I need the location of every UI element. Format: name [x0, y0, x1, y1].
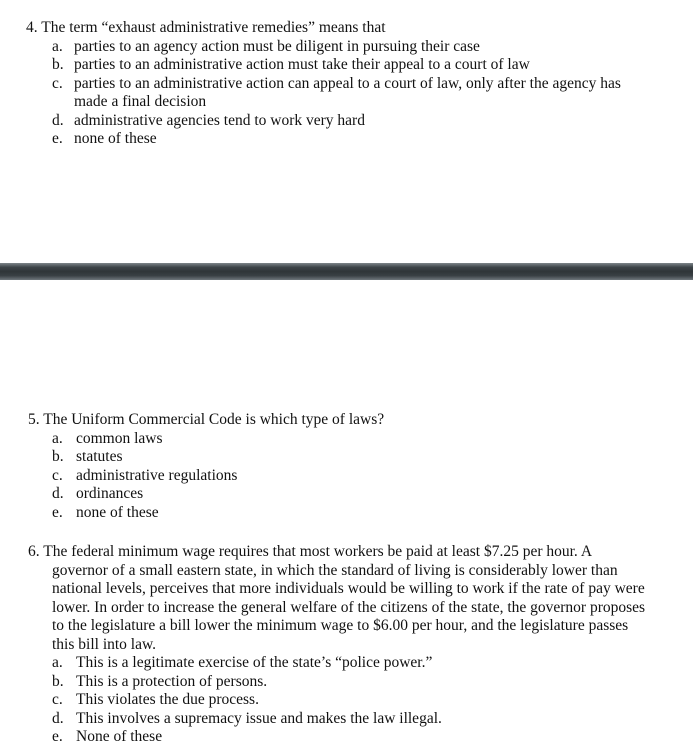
question-6-choice-d[interactable] [0, 710, 693, 729]
choice-text: administrative regulations [76, 466, 238, 484]
question-5-stem: 5. The Uniform Commercial Code is which type of laws? [28, 411, 385, 428]
choice-letter: a. [52, 37, 63, 55]
question-4 [0, 19, 693, 149]
choice-letter: b. [52, 672, 64, 690]
question-4-choice-d[interactable] [0, 112, 693, 131]
question-4-choice-c[interactable] [0, 75, 693, 112]
choice-text: This violates the due process. [76, 691, 259, 708]
choice-letter: d. [52, 111, 64, 129]
question-6-stem-first-line: 6. The federal minimum wage requires that most workers be paid at least $7.25 per hour. A [28, 543, 593, 560]
question-5-choice-b[interactable] [0, 448, 693, 467]
choice-letter: e. [52, 503, 63, 521]
question-4-choice-a[interactable] [0, 38, 693, 57]
choice-letter: a. [52, 429, 63, 447]
page-divider [0, 263, 693, 280]
question-4-choice-e[interactable] [0, 130, 693, 149]
choice-letter: a. [52, 654, 63, 671]
choice-text: parties to an administrative action can appeal to a court of law, only after the agency has made a final decision [74, 74, 621, 110]
choice-text: parties to an agency action must be diligent in pursuing their case [74, 37, 480, 55]
question-6-choice-b[interactable] [0, 673, 693, 692]
choice-letter: b. [52, 56, 64, 73]
choice-letter: e. [52, 130, 63, 147]
choice-text: none of these [76, 503, 159, 521]
question-6-choice-e[interactable] [0, 728, 693, 747]
choice-letter: d. [52, 709, 64, 727]
choice-letter: e. [52, 728, 63, 745]
question-6-choice-c[interactable] [0, 691, 693, 710]
choice-text: administrative agencies tend to work very hard [74, 111, 365, 129]
choice-letter: c. [52, 466, 63, 484]
question-5-choice-c[interactable] [0, 467, 693, 486]
question-5-choice-e[interactable] [0, 504, 693, 523]
choice-text: None of these [76, 728, 163, 745]
choice-letter: d. [52, 485, 64, 502]
choice-text: statutes [76, 448, 123, 465]
choice-text: This involves a supremacy issue and makes the law illegal. [76, 709, 442, 727]
choice-text: This is a legitimate exercise of the state’s “police power.” [76, 654, 433, 671]
choice-text: This is a protection of persons. [76, 672, 268, 690]
question-4-choice-b[interactable] [0, 56, 693, 75]
question-5 [0, 411, 693, 522]
choice-text: ordinances [76, 485, 144, 502]
choice-text: parties to an administrative action must take their appeal to a court of law [74, 56, 530, 73]
question-6 [0, 543, 693, 747]
choice-text: common laws [76, 429, 163, 447]
choice-letter: c. [52, 74, 63, 92]
question-6-choice-a[interactable] [0, 654, 693, 673]
choice-letter: b. [52, 448, 64, 465]
question-5-choice-a[interactable] [0, 430, 693, 449]
choice-text: none of these [74, 130, 157, 147]
question-4-stem: 4. The term “exhaust administrative remedies” means that [26, 19, 386, 36]
question-5-choice-d[interactable] [0, 485, 693, 504]
choice-letter: c. [52, 691, 63, 708]
question-6-stem-continuation: governor of a small eastern state, in which the standard of living is considerably lower than national levels, perceives that more individuals would be willing to work if the rate of pay were lower. In order to increase the general welfare of the citizens of the state, the governor proposes to the legislature a bill lower the minimum wage to $6.00 per hour, and the legislature passes this bill into law. [52, 561, 646, 653]
